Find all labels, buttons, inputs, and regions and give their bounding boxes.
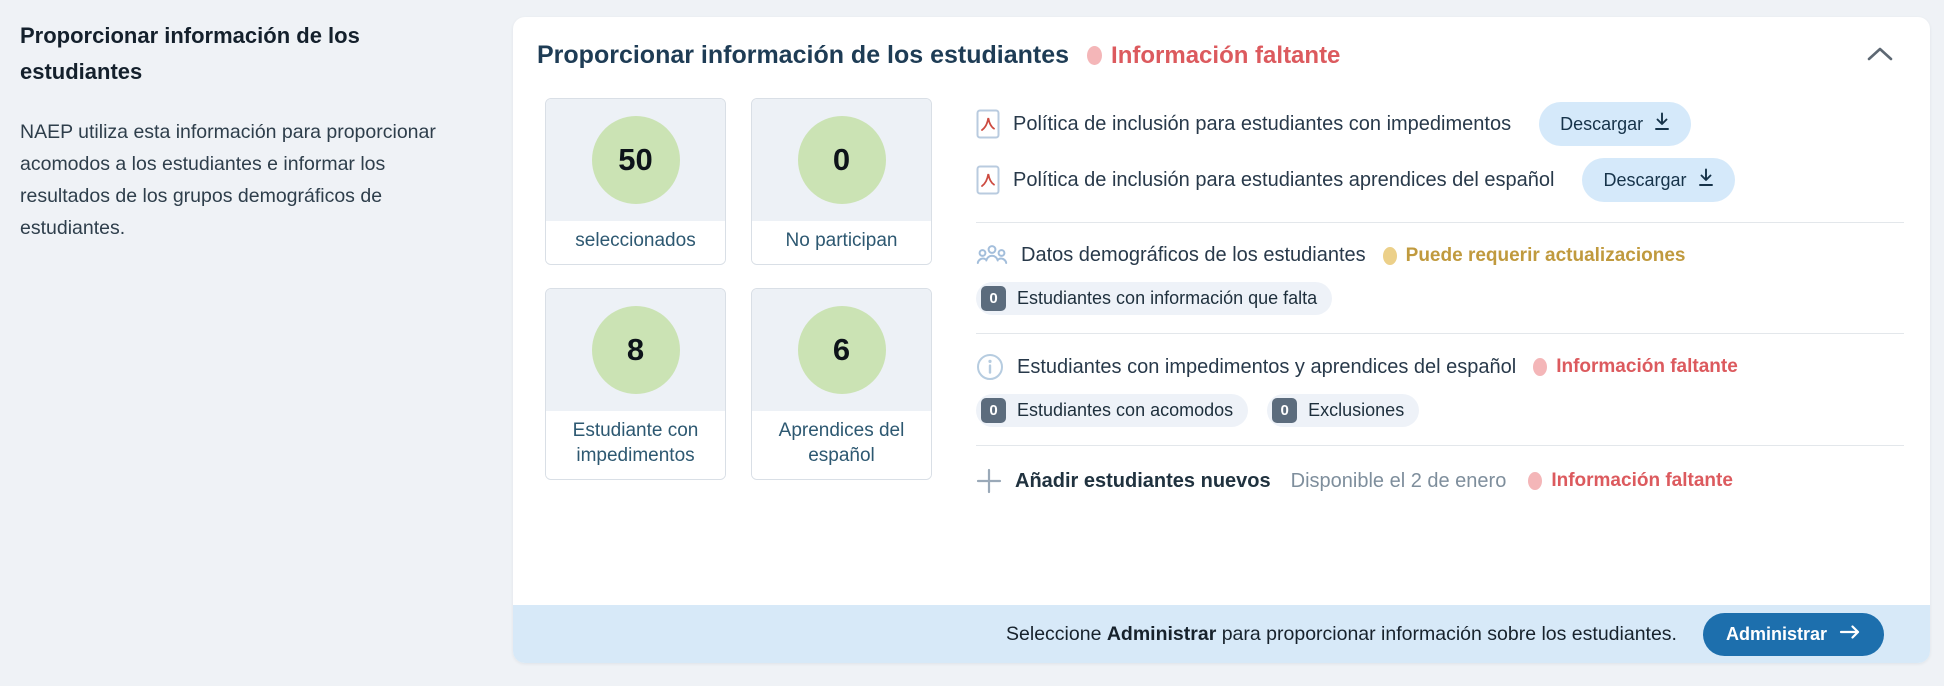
card-title: Proporcionar información de los estudiantes	[537, 41, 1070, 69]
card-body	[513, 70, 1930, 494]
stat-spanish-learners-value: 6	[798, 306, 886, 394]
download-icon	[1654, 112, 1670, 136]
stat-disabilities	[545, 288, 726, 480]
footer-instruction-action: Administrar	[1106, 622, 1217, 645]
special-needs-pill-row	[976, 394, 1904, 427]
add-students-label: Añadir estudiantes nuevos	[1015, 469, 1271, 492]
sidebar-description: NAEP utiliza esta información para proporcionar acomodos a los estudiantes e informar los resultados de los grupos demográficos de estudiantes.	[20, 121, 436, 239]
stat-disabilities-label: Estudiante con impedimentos	[546, 411, 725, 479]
add-students-status-badge	[1528, 470, 1733, 492]
stat-circle-area	[546, 99, 725, 221]
add-students-status-text: Información faltante	[1551, 470, 1733, 491]
status-dot-icon	[1528, 472, 1542, 490]
student-information-card	[513, 17, 1930, 663]
status-dot-icon	[1533, 358, 1547, 376]
sidebar-title: Proporcionar información de los estudiantes	[20, 23, 360, 84]
footer-instruction	[1006, 623, 1677, 646]
missing-info-label: Estudiantes con información que falta	[1017, 288, 1318, 308]
stat-spanish-learners	[751, 288, 932, 480]
download-button-label: Descargar	[1603, 169, 1687, 190]
special-needs-status-text: Información faltante	[1556, 356, 1738, 377]
arrow-right-icon	[1839, 624, 1861, 645]
status-dot-icon	[1087, 46, 1102, 65]
accommodations-label: Estudiantes con acomodos	[1017, 400, 1234, 420]
stat-selected-label: seleccionados	[546, 221, 725, 264]
pdf-file-icon	[976, 165, 1000, 195]
demographics-pill-row	[976, 282, 1904, 315]
download-button-label: Descargar	[1560, 113, 1644, 134]
download-policy-spanish-learners-button[interactable]	[1582, 158, 1734, 202]
header-status-text: Información faltante	[1111, 41, 1341, 69]
exclusions-label: Exclusiones	[1308, 400, 1405, 420]
status-dot-icon	[1383, 247, 1397, 265]
demographics-status-badge	[1383, 245, 1686, 267]
download-icon	[1698, 168, 1714, 192]
exclusions-count: 0	[1272, 398, 1297, 423]
card-footer-bar	[513, 605, 1930, 663]
administer-button[interactable]	[1703, 613, 1884, 656]
stat-disabilities-value: 8	[592, 306, 680, 394]
collapse-section-button[interactable]	[1860, 41, 1900, 70]
stat-circle-area	[546, 289, 725, 411]
stat-spanish-learners-label: Aprendices del español	[752, 411, 931, 479]
missing-info-count: 0	[981, 286, 1006, 311]
accommodations-count: 0	[981, 398, 1006, 423]
footer-instruction-suffix: para proporcionar información sobre los estudiantes.	[1216, 622, 1677, 645]
stat-not-participating-label: No participan	[752, 221, 931, 264]
stat-not-participating-value: 0	[798, 116, 886, 204]
sidebar-panel	[20, 18, 478, 244]
policy-spanish-learners-label: Política de inclusión para estudiantes aprendices del español	[1013, 168, 1555, 191]
stat-selected	[545, 98, 726, 265]
card-header	[513, 17, 1930, 70]
people-group-icon	[976, 242, 1008, 269]
accommodations-pill	[976, 394, 1248, 427]
demographics-label: Datos demográficos de los estudiantes	[1021, 244, 1366, 266]
policy-spanish-learners-row	[976, 156, 1904, 204]
section-divider	[976, 333, 1904, 334]
demographics-status-text: Puede requerir actualizaciones	[1405, 244, 1686, 266]
stat-selected-value: 50	[592, 116, 680, 204]
chevron-up-icon	[1864, 45, 1896, 66]
exclusions-pill	[1267, 394, 1419, 427]
section-divider	[976, 222, 1904, 223]
special-needs-row	[976, 353, 1904, 381]
download-policy-disabilities-button[interactable]	[1539, 102, 1691, 146]
pdf-file-icon	[976, 109, 1000, 139]
demographics-row	[976, 242, 1904, 269]
stat-circle-area	[752, 289, 931, 411]
policy-disabilities-label: Política de inclusión para estudiantes con impedimentos	[1013, 112, 1512, 135]
missing-info-pill	[976, 282, 1332, 315]
stat-not-participating	[751, 98, 932, 265]
detail-column	[976, 98, 1904, 494]
info-circle-icon	[976, 353, 1004, 381]
header-status-badge	[1087, 42, 1340, 70]
section-divider	[976, 445, 1904, 446]
policy-disabilities-row	[976, 100, 1904, 148]
administer-button-label: Administrar	[1725, 623, 1827, 644]
special-needs-status-badge	[1533, 356, 1738, 378]
student-stats-grid	[545, 98, 932, 494]
footer-instruction-prefix: Seleccione	[1006, 622, 1107, 645]
add-students-row[interactable]	[976, 468, 1904, 494]
add-students-availability-note: Disponible el 2 de enero	[1290, 469, 1507, 492]
stat-circle-area	[752, 99, 931, 221]
plus-icon	[976, 468, 1002, 494]
special-needs-label: Estudiantes con impedimentos y aprendices del español	[1017, 355, 1517, 378]
